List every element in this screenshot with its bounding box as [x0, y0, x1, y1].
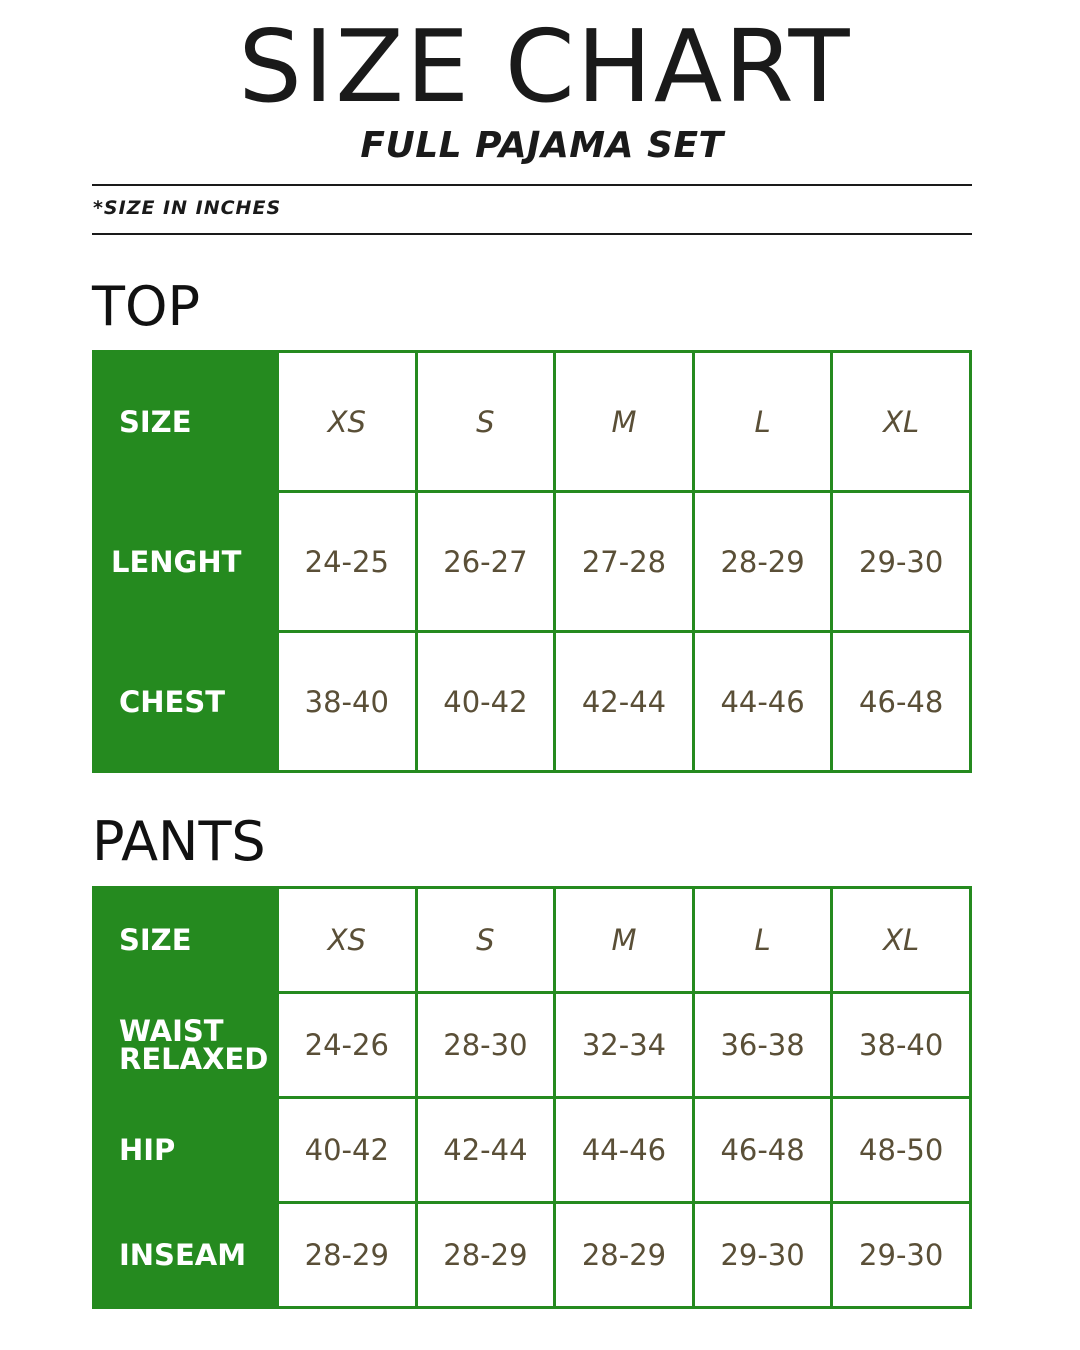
table-row	[94, 888, 971, 993]
section-title-pants: PANTS	[92, 810, 266, 873]
size-cell: L	[693, 888, 832, 993]
row-label-inseam: INSEAM	[94, 1203, 278, 1308]
divider-bottom	[92, 233, 972, 235]
size-cell: XS	[278, 888, 417, 993]
row-label-size: SIZE	[94, 352, 278, 492]
table-row	[94, 993, 971, 1098]
value-cell: 46-48	[832, 632, 971, 772]
size-cell: M	[555, 352, 694, 492]
size-cell: S	[416, 352, 555, 492]
value-cell: 40-42	[416, 632, 555, 772]
table-row	[94, 632, 971, 772]
row-label-chest: CHEST	[94, 632, 278, 772]
value-cell: 26-27	[416, 492, 555, 632]
table-row	[94, 352, 971, 492]
value-cell: 44-46	[555, 1098, 694, 1203]
units-note: *SIZE IN INCHES	[93, 197, 282, 219]
table-row	[94, 1203, 971, 1308]
divider-top	[92, 184, 972, 186]
value-cell: 28-29	[693, 492, 832, 632]
size-cell: XL	[832, 352, 971, 492]
value-cell: 38-40	[832, 993, 971, 1098]
value-cell: 42-44	[416, 1098, 555, 1203]
size-cell: S	[416, 888, 555, 993]
value-cell: 36-38	[693, 993, 832, 1098]
row-label-hip: HIP	[94, 1098, 278, 1203]
size-cell: M	[555, 888, 694, 993]
row-label-size: SIZE	[94, 888, 278, 993]
section-title-top: TOP	[92, 275, 201, 338]
top-size-table	[92, 350, 972, 773]
value-cell: 42-44	[555, 632, 694, 772]
value-cell: 32-34	[555, 993, 694, 1098]
value-cell: 29-30	[832, 1203, 971, 1308]
value-cell: 48-50	[832, 1098, 971, 1203]
page-title: SIZE CHART	[238, 8, 852, 125]
value-cell: 44-46	[693, 632, 832, 772]
size-cell: XS	[278, 352, 417, 492]
value-cell: 28-30	[416, 993, 555, 1098]
size-cell: L	[693, 352, 832, 492]
table-row	[94, 492, 971, 632]
value-cell: 40-42	[278, 1098, 417, 1203]
value-cell: 46-48	[693, 1098, 832, 1203]
value-cell: 29-30	[832, 492, 971, 632]
value-cell: 28-29	[278, 1203, 417, 1308]
value-cell: 38-40	[278, 632, 417, 772]
size-cell: XL	[832, 888, 971, 993]
value-cell: 24-26	[278, 993, 417, 1098]
value-cell: 28-29	[555, 1203, 694, 1308]
value-cell: 27-28	[555, 492, 694, 632]
row-label-length: LENGHT	[94, 492, 278, 632]
pants-size-table	[92, 886, 972, 1309]
value-cell: 28-29	[416, 1203, 555, 1308]
row-label-waist-relaxed: WAIST RELAXED	[94, 993, 278, 1098]
table-row	[94, 1098, 971, 1203]
page-subtitle: FULL PAJAMA SET	[360, 125, 724, 166]
value-cell: 24-25	[278, 492, 417, 632]
value-cell: 29-30	[693, 1203, 832, 1308]
